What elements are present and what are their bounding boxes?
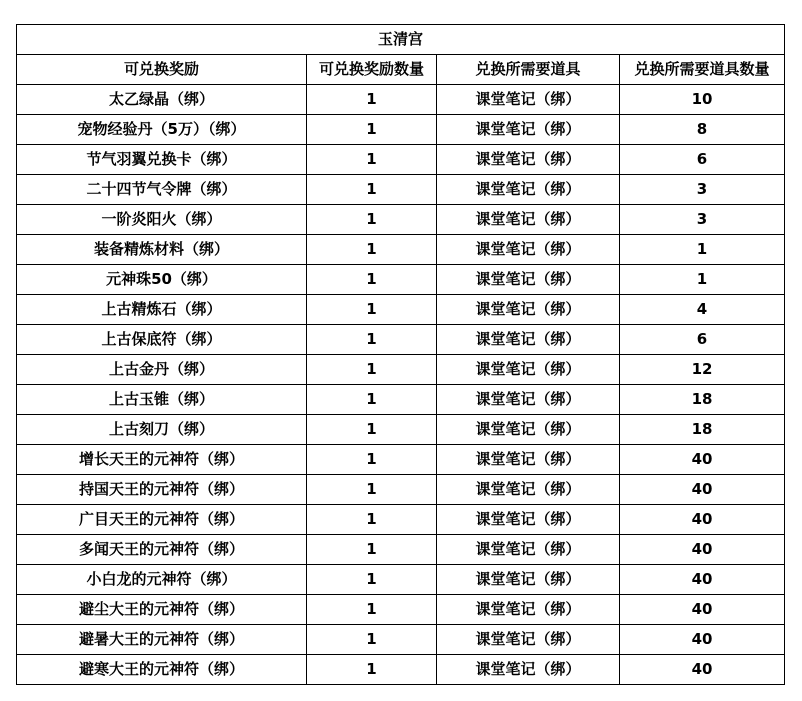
reward-name-cell: 持国天王的元神符（绑） (17, 475, 307, 505)
table-row (17, 265, 785, 295)
reward-name-cell: 元神珠50（绑） (17, 265, 307, 295)
required-quantity-cell: 40 (620, 565, 785, 595)
required-item-cell: 课堂笔记（绑） (437, 325, 620, 355)
reward-quantity-cell: 1 (307, 295, 437, 325)
reward-name-cell: 宠物经验丹（5万）（绑） (17, 115, 307, 145)
reward-quantity-cell: 1 (307, 145, 437, 175)
required-item-cell: 课堂笔记（绑） (437, 115, 620, 145)
reward-name-cell: 避寒大王的元神符（绑） (17, 655, 307, 685)
required-item-cell: 课堂笔记（绑） (437, 595, 620, 625)
required-quantity-cell: 1 (620, 235, 785, 265)
table-row (17, 355, 785, 385)
reward-quantity-cell: 1 (307, 265, 437, 295)
required-item-cell: 课堂笔记（绑） (437, 505, 620, 535)
table-row (17, 115, 785, 145)
required-quantity-cell: 18 (620, 385, 785, 415)
required-item-cell: 课堂笔记（绑） (437, 655, 620, 685)
reward-name-cell: 避暑大王的元神符（绑） (17, 625, 307, 655)
required-quantity-cell: 10 (620, 85, 785, 115)
required-item-cell: 课堂笔记（绑） (437, 385, 620, 415)
reward-name-cell: 广目天王的元神符（绑） (17, 505, 307, 535)
required-item-cell: 课堂笔记（绑） (437, 415, 620, 445)
required-quantity-cell: 40 (620, 445, 785, 475)
reward-quantity-cell: 1 (307, 535, 437, 565)
reward-quantity-cell: 1 (307, 85, 437, 115)
exchange-table (16, 24, 785, 685)
reward-quantity-cell: 1 (307, 445, 437, 475)
required-quantity-cell: 40 (620, 475, 785, 505)
required-item-cell: 课堂笔记（绑） (437, 205, 620, 235)
table-row (17, 205, 785, 235)
required-quantity-cell: 3 (620, 175, 785, 205)
reward-name-cell: 节气羽翼兑换卡（绑） (17, 145, 307, 175)
table-row (17, 145, 785, 175)
reward-quantity-cell: 1 (307, 565, 437, 595)
required-item-cell: 课堂笔记（绑） (437, 175, 620, 205)
required-item-cell: 课堂笔记（绑） (437, 535, 620, 565)
required-quantity-cell: 3 (620, 205, 785, 235)
table-row (17, 235, 785, 265)
table-row (17, 595, 785, 625)
required-quantity-cell: 18 (620, 415, 785, 445)
required-quantity-cell: 8 (620, 115, 785, 145)
table-row (17, 175, 785, 205)
header-required-item: 兑换所需要道具 (437, 55, 620, 85)
reward-name-cell: 上古刻刀（绑） (17, 415, 307, 445)
required-quantity-cell: 40 (620, 505, 785, 535)
reward-name-cell: 上古玉锥（绑） (17, 385, 307, 415)
reward-name-cell: 避尘大王的元神符（绑） (17, 595, 307, 625)
required-quantity-cell: 6 (620, 325, 785, 355)
reward-name-cell: 多闻天王的元神符（绑） (17, 535, 307, 565)
reward-quantity-cell: 1 (307, 235, 437, 265)
table-body (17, 85, 785, 685)
reward-name-cell: 一阶炎阳火（绑） (17, 205, 307, 235)
table-row (17, 445, 785, 475)
reward-name-cell: 小白龙的元神符（绑） (17, 565, 307, 595)
table-row (17, 475, 785, 505)
header-required-quantity: 兑换所需要道具数量 (620, 55, 785, 85)
reward-quantity-cell: 1 (307, 175, 437, 205)
table-row (17, 85, 785, 115)
reward-quantity-cell: 1 (307, 595, 437, 625)
reward-name-cell: 二十四节气令牌（绑） (17, 175, 307, 205)
reward-quantity-cell: 1 (307, 625, 437, 655)
required-item-cell: 课堂笔记（绑） (437, 295, 620, 325)
required-item-cell: 课堂笔记（绑） (437, 145, 620, 175)
header-row (17, 55, 785, 85)
required-quantity-cell: 6 (620, 145, 785, 175)
required-item-cell: 课堂笔记（绑） (437, 355, 620, 385)
table-row (17, 505, 785, 535)
required-item-cell: 课堂笔记（绑） (437, 265, 620, 295)
reward-quantity-cell: 1 (307, 475, 437, 505)
reward-name-cell: 上古金丹（绑） (17, 355, 307, 385)
reward-name-cell: 上古保底符（绑） (17, 325, 307, 355)
table-row (17, 655, 785, 685)
required-item-cell: 课堂笔记（绑） (437, 475, 620, 505)
required-quantity-cell: 1 (620, 265, 785, 295)
reward-name-cell: 增长天王的元神符（绑） (17, 445, 307, 475)
required-item-cell: 课堂笔记（绑） (437, 625, 620, 655)
required-item-cell: 课堂笔记（绑） (437, 85, 620, 115)
table-row (17, 385, 785, 415)
reward-quantity-cell: 1 (307, 505, 437, 535)
reward-name-cell: 装备精炼材料（绑） (17, 235, 307, 265)
table-row (17, 565, 785, 595)
required-quantity-cell: 40 (620, 625, 785, 655)
reward-quantity-cell: 1 (307, 385, 437, 415)
reward-name-cell: 上古精炼石（绑） (17, 295, 307, 325)
required-item-cell: 课堂笔记（绑） (437, 445, 620, 475)
reward-quantity-cell: 1 (307, 655, 437, 685)
required-quantity-cell: 40 (620, 595, 785, 625)
required-item-cell: 课堂笔记（绑） (437, 565, 620, 595)
reward-name-cell: 太乙绿晶（绑） (17, 85, 307, 115)
table-row (17, 415, 785, 445)
required-quantity-cell: 40 (620, 655, 785, 685)
table-row (17, 535, 785, 565)
reward-quantity-cell: 1 (307, 205, 437, 235)
header-reward-quantity: 可兑换奖励数量 (307, 55, 437, 85)
table-row (17, 625, 785, 655)
header-reward: 可兑换奖励 (17, 55, 307, 85)
required-quantity-cell: 4 (620, 295, 785, 325)
required-quantity-cell: 40 (620, 535, 785, 565)
required-quantity-cell: 12 (620, 355, 785, 385)
title-row (17, 25, 785, 55)
reward-quantity-cell: 1 (307, 115, 437, 145)
reward-quantity-cell: 1 (307, 355, 437, 385)
required-item-cell: 课堂笔记（绑） (437, 235, 620, 265)
table-title: 玉清宫 (17, 25, 785, 55)
reward-quantity-cell: 1 (307, 415, 437, 445)
table-row (17, 295, 785, 325)
reward-quantity-cell: 1 (307, 325, 437, 355)
table-row (17, 325, 785, 355)
